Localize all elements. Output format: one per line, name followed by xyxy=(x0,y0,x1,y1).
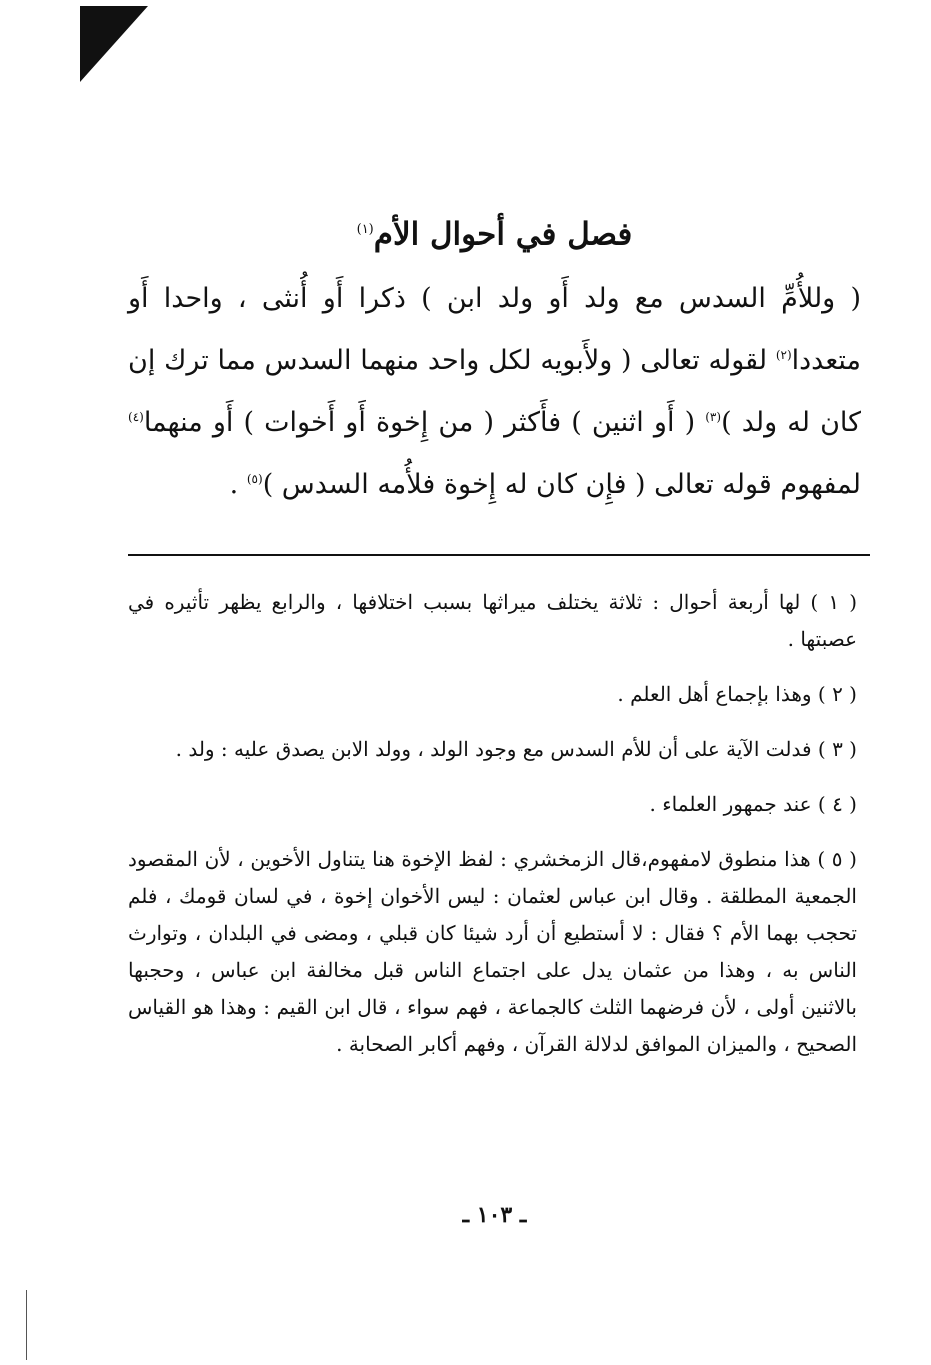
footnote-ref-1: (١) xyxy=(356,222,374,237)
text-segment-3: ( أَو اثنين ) فأَكثر ( من إِخوة أَو أَخوات ) أَو منهما xyxy=(143,407,696,438)
text-segment-4: لمفهوم قوله تعالى ( فإِن كان له إِخوة فلأُمه السدس ) xyxy=(262,469,861,500)
footnote-1: ( ١ ) لها أربعة أحوال : ثلاثة يختلف ميراثها بسبب اختلافها ، والرابع يظهر تأثيره في عصبتها . xyxy=(128,590,857,651)
text-segment-1: ( وللأُمِّ السدس مع ولد أَو ولد ابن ) ذكرا أَو أُنثى ، واحدا أَو متعددا xyxy=(128,283,861,376)
section-title-text: فصل في أحوال الأم xyxy=(373,216,633,253)
page-content xyxy=(128,0,861,1365)
footnote-2: ( ٢ ) وهذا بإجماع أهل العلم . xyxy=(617,682,857,706)
footnote-4: ( ٤ ) عند جمهور العلماء . xyxy=(649,792,857,816)
main-paragraph xyxy=(128,271,861,513)
footnote-ref-3: (٣) xyxy=(705,410,722,424)
page-number: ـ ١٠٣ ـ xyxy=(462,1202,527,1228)
footnote-divider xyxy=(128,554,870,556)
text-segment-5: . xyxy=(229,469,239,500)
main-text xyxy=(128,271,861,513)
footnote-ref-2: (٢) xyxy=(775,348,792,362)
footnote-3: ( ٣ ) فدلت الآية على أن للأم السدس مع وجود الولد ، وولد الابن يصدق عليه : ولد . xyxy=(175,737,857,761)
margin-line xyxy=(26,1290,27,1360)
footnote-ref-5: (٥) xyxy=(246,472,263,486)
footnote-5: ( ٥ ) هذا منطوق لامفهوم،قال الزمخشري : لفظ الإخوة هنا يتناول الأخوين ، لأن المقصود الجمعية المطلقة . وقال ابن عباس لعثمان : ليس الأخوان إخوة ، في لسان قومك ، فلم تحجب بهما الأم ؟ فقال : لا أستطيع أن أرد شيئا كان قبلي ، ومضى في البلدان ، وتوارث الناس به ، وهذا من عثمان يدل على اجتماع الناس قبل مخالفة ابن عباس ، وحجبها بالاثنين أولى ، لأن فرضهما الثلث كالجماعة ، فهم سواء ، قال ابن القيم : وهذا هو القياس الصحيح ، والميزان الموافق لدلالة القرآن ، وفهم أكابر الصحابة . xyxy=(128,847,857,1056)
section-title xyxy=(128,208,861,256)
footnote-ref-4: (٤) xyxy=(128,410,144,424)
text-segment-2: لقوله تعالى ( ولأَبويه لكل واحد منهما السدس مما ترك إن كان له ولد ) xyxy=(128,345,861,438)
footnotes xyxy=(128,584,857,1063)
